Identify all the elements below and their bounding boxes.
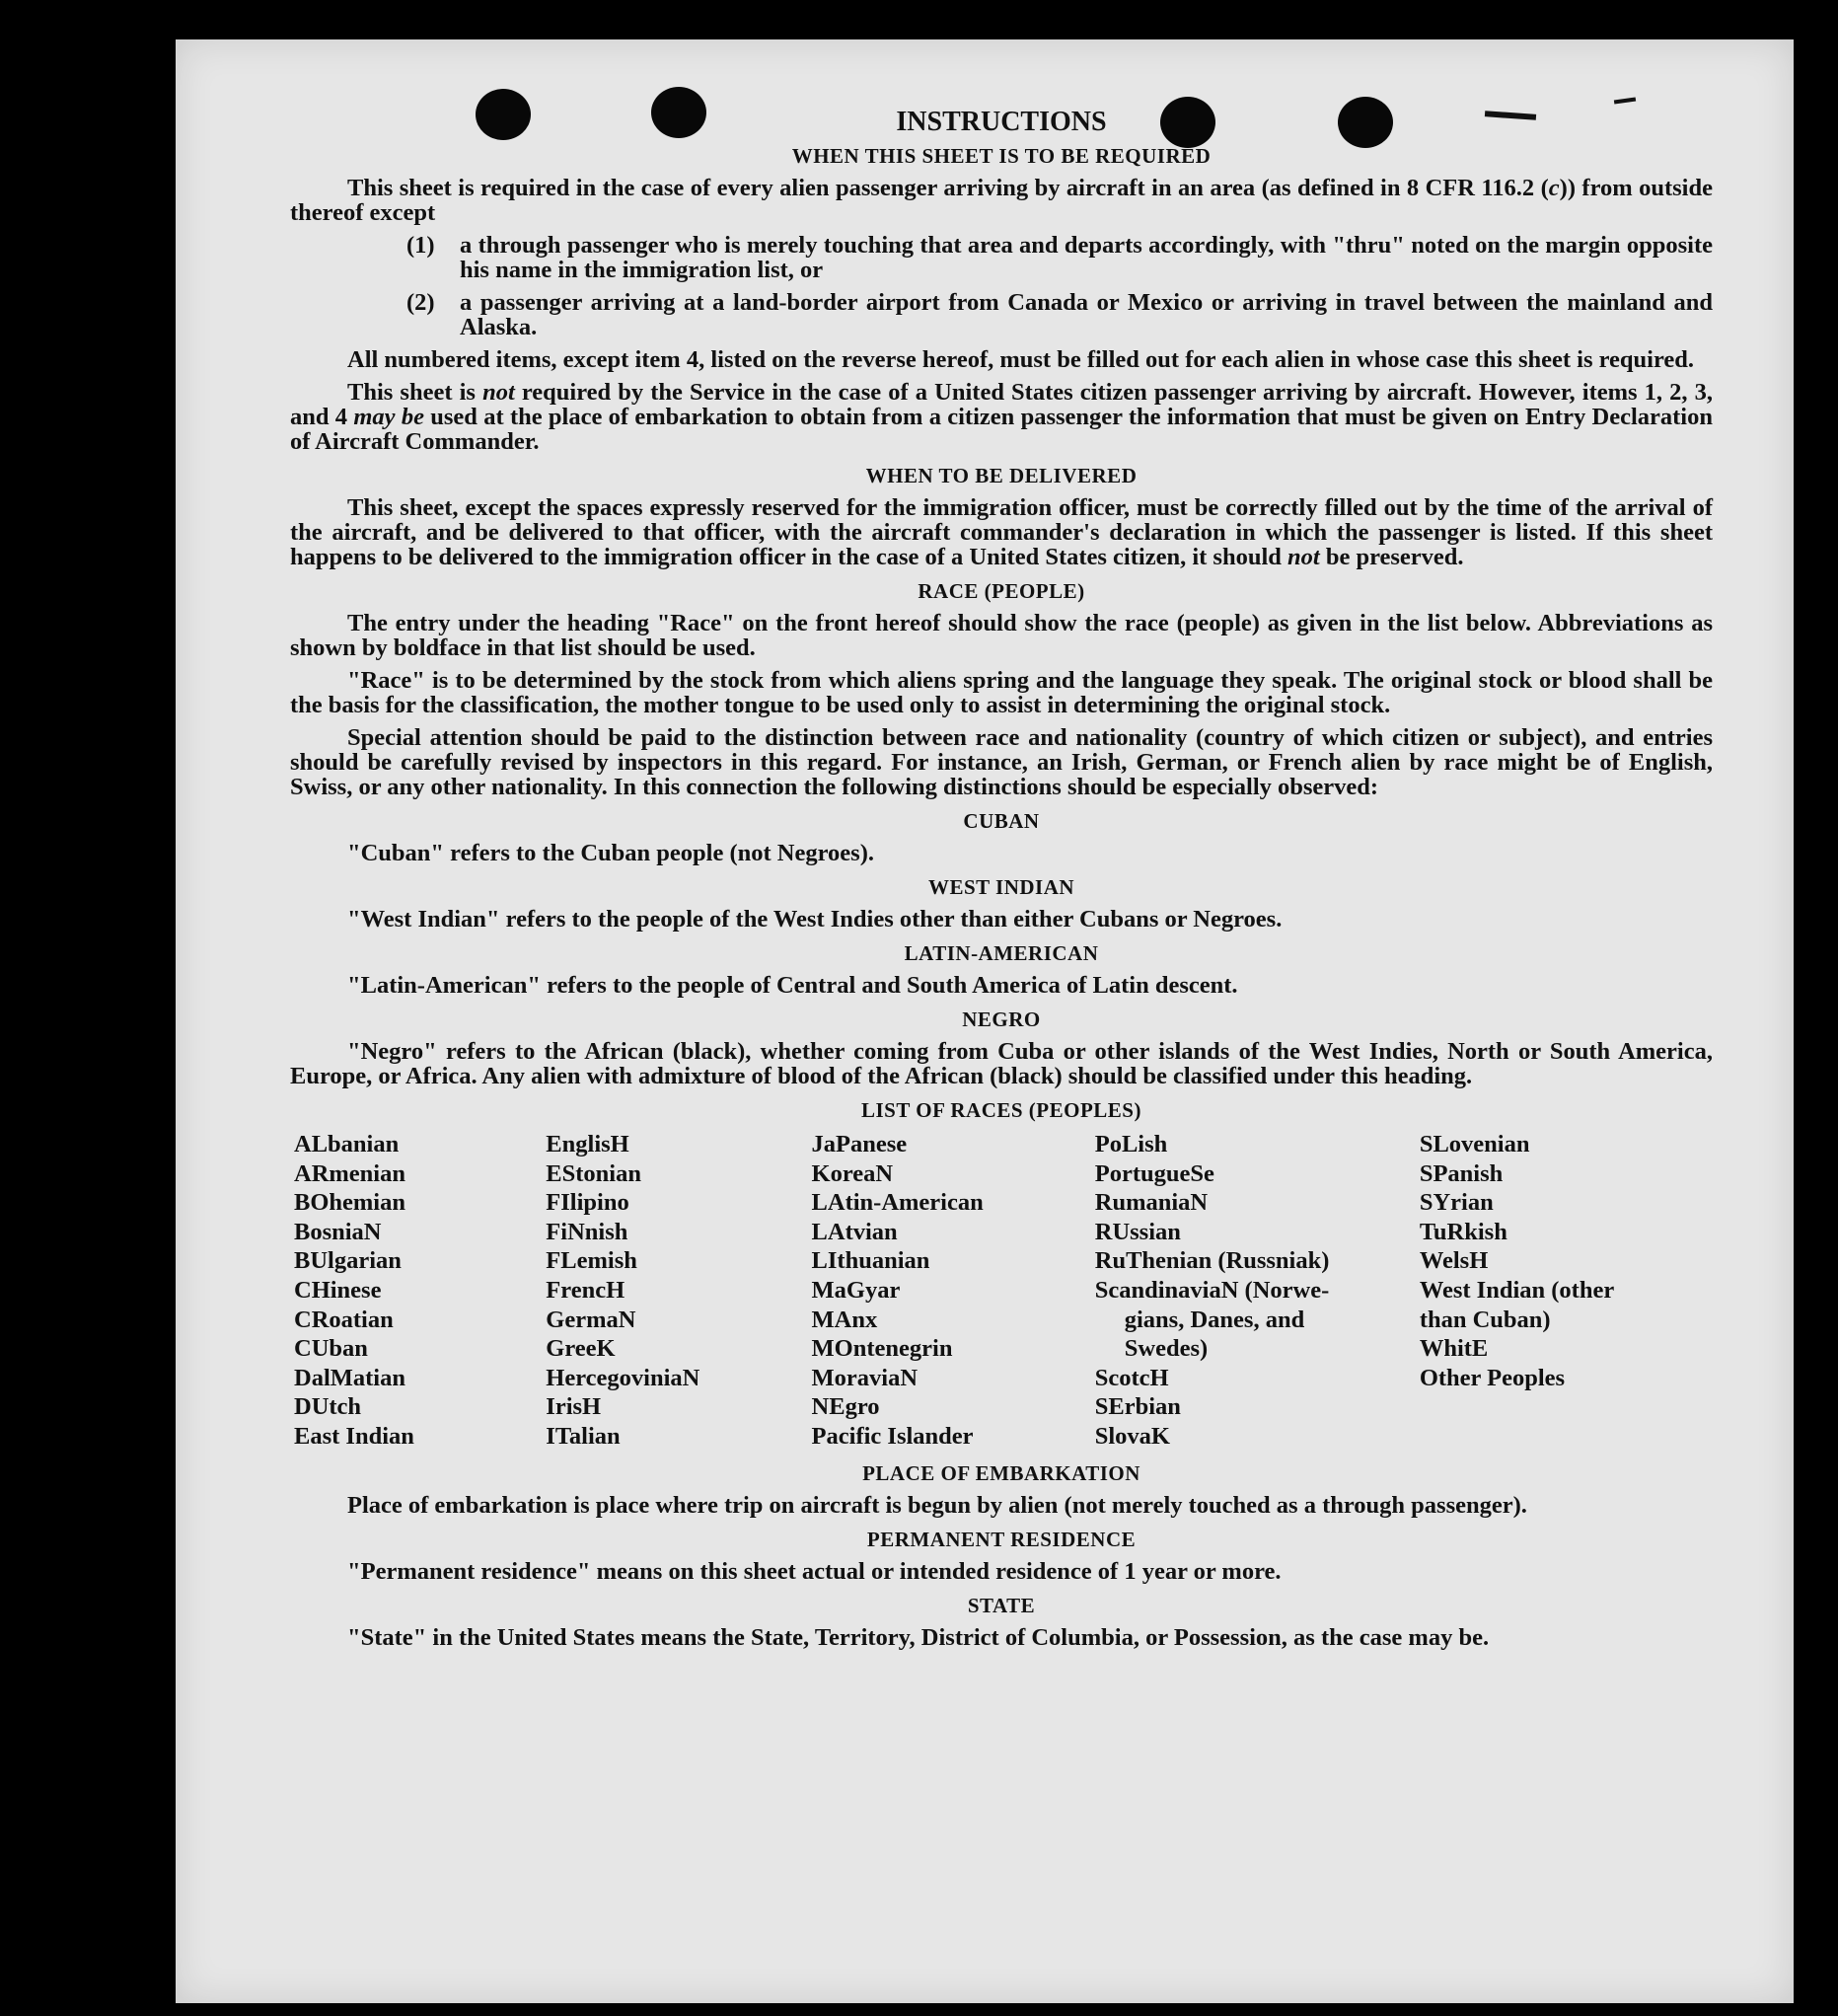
paragraph: Place of embarkation is place where trip on aircraft is begun by alien (not merely touched as a through passenger). xyxy=(347,1491,1527,1519)
paragraph: The entry under the heading "Race" on the front hereof should show the race (people) as given in the list below. Abbreviations as shown by boldface in that list should be used. xyxy=(290,610,1713,661)
paragraph: "Cuban" refers to the Cuban people (not Negroes). xyxy=(347,840,874,866)
race-entry: SlovaK xyxy=(1094,1422,1170,1450)
race-entry: gians, Danes, and xyxy=(1124,1306,1305,1333)
race-entry: GreeK xyxy=(546,1335,616,1363)
races-column xyxy=(812,1130,1095,1452)
paragraph: "Race" is to be determined by the stock from which aliens spring and the language they speak. The original stock or blood shall be the basis for the classification, the mother tongue to be used only to assist in determining the original stock. xyxy=(290,667,1713,718)
race-entry: ScandinaviaN (Norwe- xyxy=(1094,1276,1330,1304)
section-heading: STATE xyxy=(967,1593,1036,1617)
race-entry: MOntenegrin xyxy=(811,1335,953,1363)
race-entry: KoreaN xyxy=(811,1159,894,1187)
race-entry: RumaniaN xyxy=(1094,1189,1209,1217)
race-entry: SLovenian xyxy=(1419,1131,1530,1157)
race-entry: JaPanese xyxy=(811,1131,908,1157)
race-entry: DUtch xyxy=(294,1393,362,1421)
race-entry: LAtvian xyxy=(811,1218,898,1245)
race-entry: PoLish xyxy=(1094,1131,1168,1157)
race-entry: GermaN xyxy=(546,1306,636,1333)
paragraph: This sheet is required in the case of every alien passenger arriving by aircraft in an area (as defined in 8 CFR 116.2 (c)) from outside thereof except xyxy=(290,175,1713,226)
race-entry: CRoatian xyxy=(294,1306,394,1333)
race-entry: WelsH xyxy=(1419,1247,1489,1275)
race-entry: BOhemian xyxy=(294,1189,405,1217)
race-entry: FLemish xyxy=(546,1247,637,1275)
race-entry: ITalian xyxy=(546,1422,621,1450)
paragraph: "Permanent residence" means on this sheet actual or intended residence of 1 year or more. xyxy=(347,1557,1282,1585)
paragraph: "West Indian" refers to the people of the West Indies other than either Cubans or Negroes. xyxy=(347,906,1283,933)
race-entry: MAnx xyxy=(811,1306,878,1333)
race-entry: MoraviaN xyxy=(811,1364,919,1391)
race-entry: TuRkish xyxy=(1419,1218,1507,1245)
races-column xyxy=(1420,1130,1713,1452)
section-heading: NEGRO xyxy=(962,1008,1041,1031)
race-entry: East Indian xyxy=(294,1422,414,1450)
race-entry: than Cuban) xyxy=(1419,1306,1551,1333)
paragraph: "Latin-American" refers to the people of Central and South America of Latin descent. xyxy=(347,972,1238,999)
race-entry: ARmenian xyxy=(294,1159,405,1187)
race-entry: RUssian xyxy=(1094,1218,1181,1245)
race-entry: Swedes) xyxy=(1124,1335,1209,1363)
list-item: (2) a passenger arriving at a land-border airport from Canada or Mexico or arriving in travel between the mainland and Alaska. xyxy=(406,289,1713,340)
race-entry: EStonian xyxy=(546,1159,641,1187)
paragraph: Special attention should be paid to the distinction between race and nationality (country of which citizen or subject), and entries should be carefully revised by inspectors in this regard. For instance, an Irish, German, or French alien by race might be of English, Swiss, or any other nationality. In this connection the following distinctions should be especially observed: xyxy=(290,724,1713,800)
paragraph: This sheet, except the spaces expressly reserved for the immigration officer, must be correctly filled out by the time of the arrival of the aircraft, and be delivered to that officer, with the aircraft commander's declaration in which the passenger is listed. If this sheet happens to be delivered to the immigration officer in the case of a United States citizen, it should not be preserved. xyxy=(290,494,1713,570)
race-entry: West Indian (other xyxy=(1419,1276,1615,1304)
section-heading: PLACE OF EMBARKATION xyxy=(862,1460,1140,1485)
races-column xyxy=(1095,1130,1420,1452)
race-entry: SYrian xyxy=(1419,1189,1494,1217)
race-entry: LAtin-American xyxy=(811,1189,984,1217)
race-entry: IrisH xyxy=(546,1393,602,1421)
paragraph: All numbered items, except item 4, listed on the reverse hereof, must be filled out for each alien in whose case this sheet is required. xyxy=(347,346,1695,373)
race-entry: LIthuanian xyxy=(811,1247,930,1275)
page-title: INSTRUCTIONS xyxy=(896,107,1107,137)
race-entry: EnglisH xyxy=(546,1131,629,1157)
race-entry: SPanish xyxy=(1419,1159,1504,1187)
section-heading: LATIN-AMERICAN xyxy=(904,941,1099,965)
race-entry: ScotcH xyxy=(1094,1364,1169,1391)
race-entry: DalMatian xyxy=(294,1364,405,1391)
paragraph: "State" in the United States means the State, Territory, District of Columbia, or Possession, as the case may be. xyxy=(347,1623,1490,1651)
instructions-body xyxy=(290,107,1713,1658)
section-heading: WEST INDIAN xyxy=(927,875,1075,899)
race-entry: HercegoviniaN xyxy=(546,1364,700,1391)
race-entry: Pacific Islander xyxy=(811,1422,974,1450)
section-heading: WHEN TO BE DELIVERED xyxy=(865,464,1138,487)
list-item: (1) a through passenger who is merely touching that area and departs accordingly, with "thru" noted on the margin opposite his name in the immigration list, or xyxy=(406,232,1713,283)
race-entry: CUban xyxy=(294,1335,368,1363)
races-column xyxy=(294,1130,546,1452)
paragraph: This sheet is not required by the Service in the case of a United States citizen passenger arriving by aircraft. However, items 1, 2, 3, and 4 may be used at the place of embarkation to obtain from a citizen passenger the information that must be given on Entry Declaration of Aircraft Commander. xyxy=(290,379,1714,455)
race-entry: FrencH xyxy=(546,1276,625,1304)
races-column xyxy=(546,1130,811,1452)
race-entry: BosniaN xyxy=(294,1218,382,1245)
race-entry: NEgro xyxy=(811,1393,880,1421)
race-entry: CHinese xyxy=(294,1276,382,1304)
section-heading: CUBAN xyxy=(963,809,1040,833)
races-list xyxy=(294,1130,1713,1452)
race-entry: PortugueSe xyxy=(1094,1159,1214,1187)
section-heading: PERMANENT RESIDENCE xyxy=(866,1527,1137,1551)
race-entry: WhitE xyxy=(1419,1335,1489,1363)
paragraph: "Negro" refers to the African (black), whether coming from Cuba or other islands of the West Indies, North or South America, Europe, or Africa. Any alien with admixture of blood of the African (black) should be classified under this heading. xyxy=(290,1038,1713,1089)
race-entry: SErbian xyxy=(1094,1393,1181,1421)
section-heading: RACE (PEOPLE) xyxy=(918,579,1085,603)
race-entry: FiNnish xyxy=(546,1218,628,1245)
section-heading: LIST OF RACES (PEOPLES) xyxy=(861,1098,1141,1122)
race-entry: BUlgarian xyxy=(294,1247,402,1275)
race-entry: RuThenian (Russniak) xyxy=(1094,1247,1330,1275)
race-entry: Other Peoples xyxy=(1419,1364,1566,1391)
race-entry: ALbanian xyxy=(294,1131,400,1157)
section-heading: WHEN THIS SHEET IS TO BE REQUIRED xyxy=(791,144,1212,168)
race-entry: MaGyar xyxy=(811,1276,901,1304)
race-entry: FIlipino xyxy=(546,1189,629,1217)
